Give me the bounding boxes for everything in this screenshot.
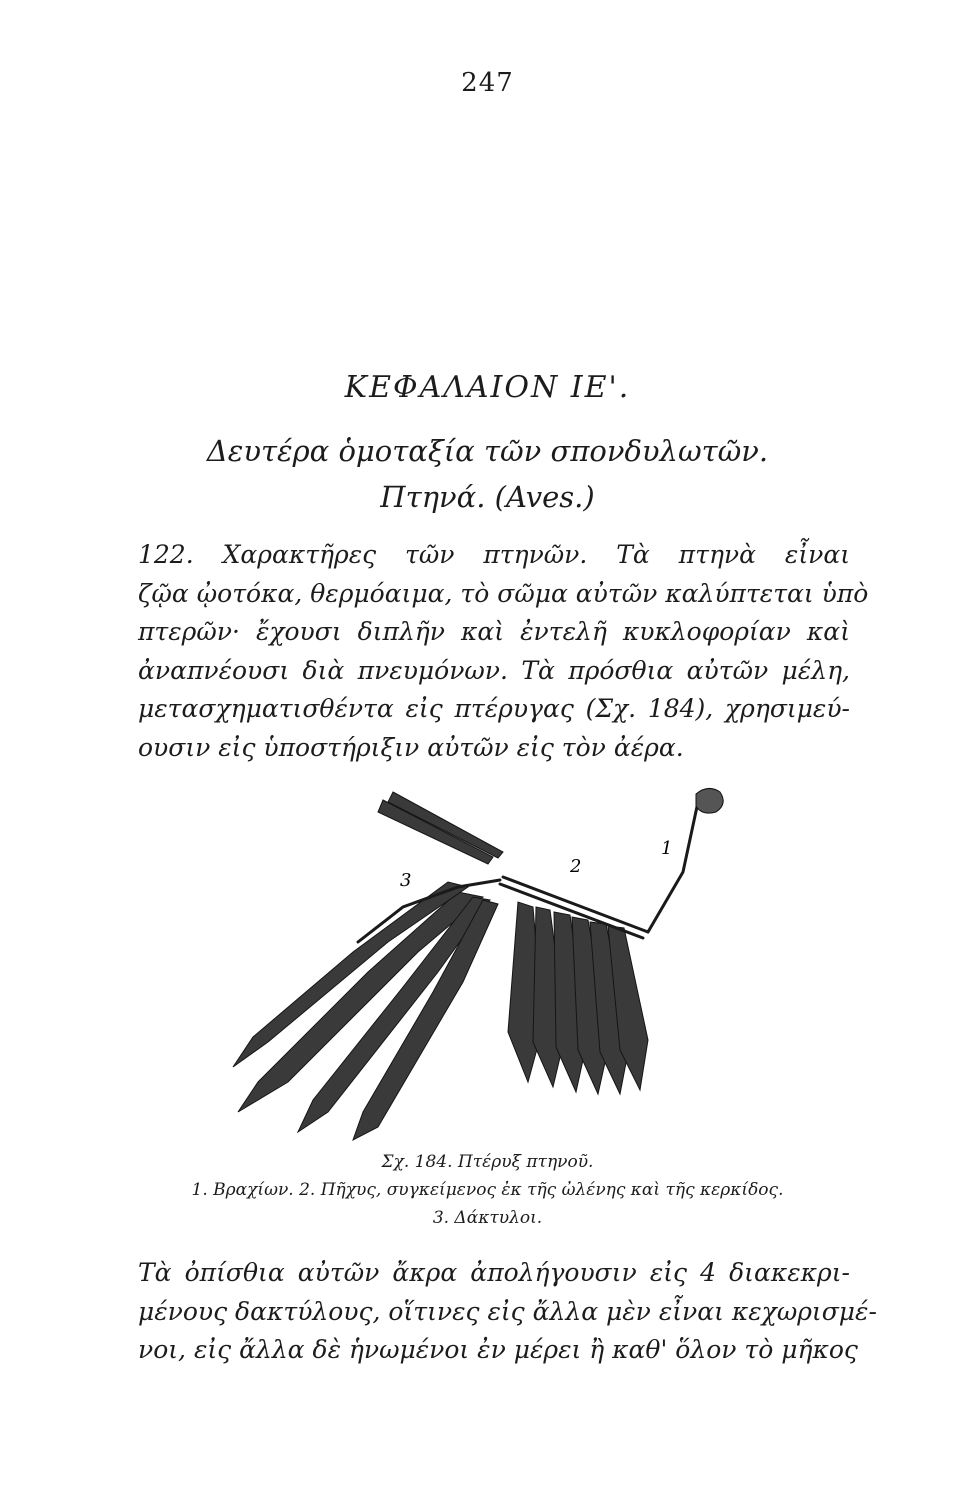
figure-caption-parts: 1. Βραχίων. 2. Πῆχυς, συγκείμενος ἐκ τῆς ὠλένης καὶ τῆς κερκίδος. <box>191 1180 784 1200</box>
feather-shape <box>378 800 493 864</box>
text-line: νοι, εἰς ἄλλα δὲ ἡνωμένοι ἐν μέρει ἢ καθ' ὅλον τὸ μῆκος <box>138 1335 858 1364</box>
text-line: Τὰ ὀπίσθια αὐτῶν ἄκρα ἀπολήγουσιν εἰς 4 διακεκρι- <box>138 1258 850 1287</box>
text-line: 122. Χαρακτῆρες τῶν πτηνῶν. Τὰ πτηνὰ εἶναι <box>138 540 850 569</box>
figure-caption-title: Σχ. 184. Πτέρυξ πτηνοῦ. <box>381 1152 594 1172</box>
page-number: 247 <box>461 68 514 98</box>
shoulder-joint <box>696 788 723 813</box>
wing-illustration <box>228 782 748 1142</box>
label-2: 2 <box>570 856 582 877</box>
wing-drawing <box>228 782 748 1142</box>
label-1: 1 <box>661 838 673 859</box>
section-subtitle-aves: Πτηνά. (Aves.) <box>380 480 595 514</box>
text-line: μετασχηματισθέντα εἰς πτέρυγας (Σχ. 184), χρησιμεύ- <box>138 694 850 723</box>
text-line: μένους δακτύλους, οἵτινες εἰς ἄλλα μὲν εἶναι κεχωρισμέ- <box>138 1296 877 1326</box>
text-line: ἀναπνέουσι διὰ πνευμόνων. Τὰ πρόσθια αὐτῶν μέλη, <box>138 655 850 685</box>
humerus-bone <box>648 802 698 932</box>
text-line: ουσιν εἰς ὑποστήριξιν αὐτῶν εἰς τὸν ἀέρα. <box>138 732 684 762</box>
paragraph-characteristics <box>138 536 869 767</box>
figure-caption-digits: 3. Δάκτυλοι. <box>432 1208 543 1228</box>
paragraph-hind-limbs <box>138 1254 877 1370</box>
text-line: πτερῶν· ἔχουσι διπλῆν καὶ ἐντελῆ κυκλοφορίαν καὶ <box>138 617 850 646</box>
text-line: ζῷα ᾠοτόκα, θερμόαιμα, τὸ σῶμα αὐτῶν καλύπτεται ὑπὸ <box>138 578 869 608</box>
section-subtitle: Δευτέρα ὁμοταξία τῶν σπονδυλωτῶν. <box>206 434 769 468</box>
label-3: 3 <box>400 870 412 891</box>
chapter-title: ΚΕΦΑΛΑΙΟΝ ΙΕ'. <box>344 370 631 405</box>
